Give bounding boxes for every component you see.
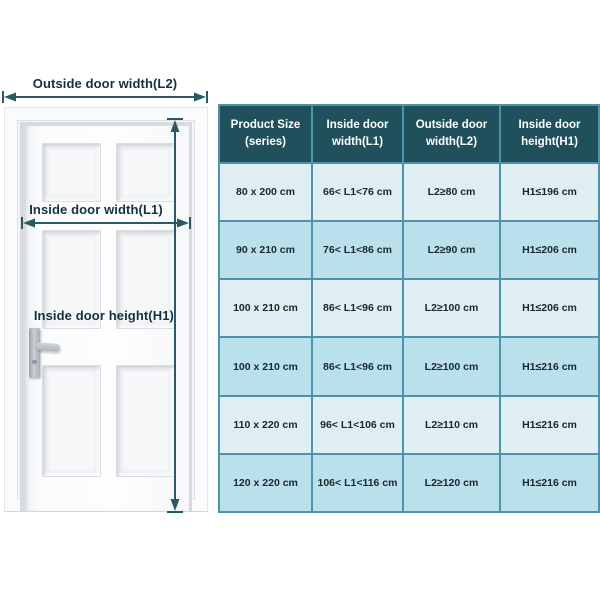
column-header: Inside door width(L1)	[312, 105, 403, 163]
table-row	[219, 337, 599, 395]
size-table	[218, 104, 600, 513]
column-header: Product Size (series)	[219, 105, 312, 163]
table-cell: 96< L1<106 cm	[312, 396, 403, 454]
table-cell: L2≥100 cm	[403, 279, 500, 337]
table-cell: 100 x 210 cm	[219, 337, 312, 395]
table-cell: H1≤216 cm	[500, 396, 599, 454]
table-cell: 76< L1<86 cm	[312, 221, 403, 279]
door-keyhole-icon	[32, 360, 37, 364]
table-cell: H1≤206 cm	[500, 221, 599, 279]
table-cell: 106< L1<116 cm	[312, 454, 403, 512]
column-header: Outside door width(L2)	[403, 105, 500, 163]
table-cell: H1≤206 cm	[500, 279, 599, 337]
inside-height-label: Inside door height(H1)	[33, 308, 174, 323]
table-cell: 86< L1<96 cm	[312, 279, 403, 337]
table-cell: L2≥110 cm	[403, 396, 500, 454]
table-cell: H1≤216 cm	[500, 454, 599, 512]
table-cell: 80 x 200 cm	[219, 163, 312, 221]
table-body	[219, 163, 599, 512]
table-cell: L2≥80 cm	[403, 163, 500, 221]
table-cell: 120 x 220 cm	[219, 454, 312, 512]
table-cell: 90 x 210 cm	[219, 221, 312, 279]
table-cell: 110 x 220 cm	[219, 396, 312, 454]
door-panel	[42, 143, 101, 202]
door-handle-plate	[29, 328, 40, 378]
table-cell: H1≤196 cm	[500, 163, 599, 221]
outside-width-label: Outside door width(L2)	[32, 76, 178, 91]
table-cell: 86< L1<96 cm	[312, 337, 403, 395]
outside-width-arrow-icon	[1, 90, 209, 104]
table-row	[219, 396, 599, 454]
table-row	[219, 163, 599, 221]
table-cell: 66< L1<76 cm	[312, 163, 403, 221]
inside-height-arrow-icon	[166, 117, 184, 514]
door-panel	[42, 365, 101, 477]
table-cell: L2≥90 cm	[403, 221, 500, 279]
inside-width-label: Inside door width(L1)	[29, 202, 163, 217]
column-header: Inside door height(H1)	[500, 105, 599, 163]
table-row	[219, 454, 599, 512]
table-row	[219, 221, 599, 279]
table-cell: L2≥100 cm	[403, 337, 500, 395]
header-row	[219, 105, 599, 163]
table-cell: H1≤216 cm	[500, 337, 599, 395]
door-handle-lever-icon	[36, 342, 60, 352]
table-row	[219, 279, 599, 337]
table-cell: L2≥120 cm	[403, 454, 500, 512]
table-cell: 100 x 210 cm	[219, 279, 312, 337]
